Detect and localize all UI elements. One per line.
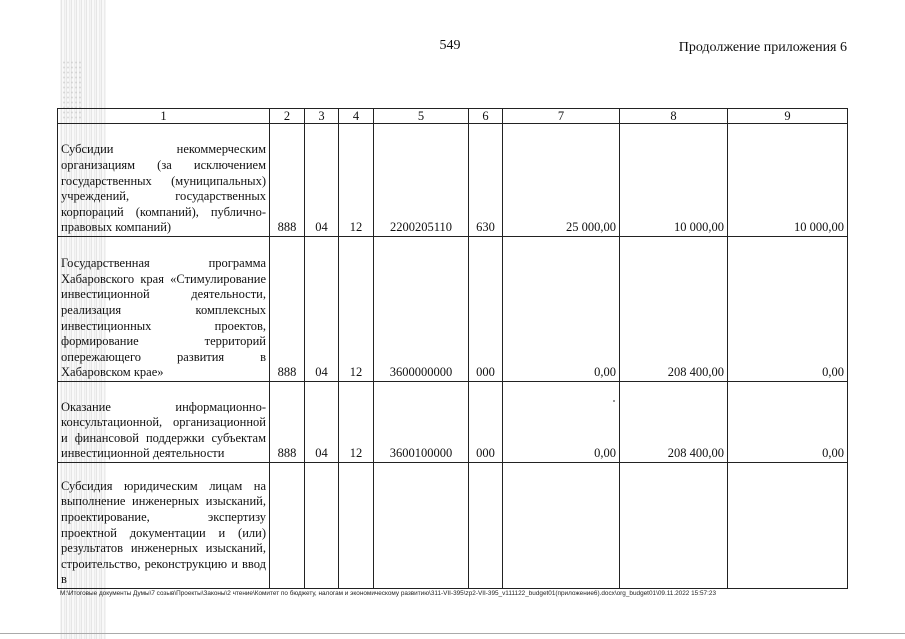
column-header: 8 [620, 109, 728, 124]
cell-ved: 888 [270, 237, 305, 382]
cell-year2: 10 000,00 [620, 124, 728, 237]
cell-year1 [503, 463, 620, 589]
appendix-continuation-heading: Продолжение приложения 6 [678, 40, 847, 55]
cell-year1: 25 000,00 [503, 124, 620, 237]
document-file-path-footer: M:\Итоговые документы Думы\7 созыв\Проекты\Законы\2 чтение\Комитет по бюджету, налогам и экономическому развитию\311-VII-395\zp2-VII-395_v111122_budget01(приложение6).docx\org_budget01\09.11.2022 15:57:23 [60, 590, 716, 597]
cell-year3: 10 000,00 [728, 124, 848, 237]
column-header: 6 [469, 109, 503, 124]
cell-pr: 12 [339, 382, 374, 463]
column-header: 2 [270, 109, 305, 124]
cell-ved: 888 [270, 124, 305, 237]
cell-rz: 04 [305, 124, 339, 237]
column-header: 3 [305, 109, 339, 124]
table-row [58, 237, 848, 382]
cell-vr: 630 [469, 124, 503, 237]
cell-vr: 000 [469, 237, 503, 382]
cell-csr [374, 463, 469, 589]
table-row [58, 124, 848, 237]
cell-vr [469, 463, 503, 589]
cell-pr: 12 [339, 124, 374, 237]
row-name: Государственная программа Хабаровского края «Стимулирование инвестиционной деятельности, реализация комплексных инвестиционных проектов, формирование территорий опережающего развития в Хабаровском крае» [58, 237, 270, 382]
column-header: 1 [58, 109, 270, 124]
cell-csr: 3600000000 [374, 237, 469, 382]
cell-year3: 0,00 [728, 237, 848, 382]
cell-csr: 3600100000 [374, 382, 469, 463]
scan-bottom-edge [0, 633, 905, 634]
cell-rz [305, 463, 339, 589]
table-header-row [58, 109, 848, 124]
cell-rz: 04 [305, 237, 339, 382]
column-header: 9 [728, 109, 848, 124]
row-name: Оказание информационно-консультационной, организационной и финансовой поддержки субъектам инвестиционной деятельности [58, 382, 270, 463]
table-row [58, 382, 848, 463]
cell-ved: 888 [270, 382, 305, 463]
scan-speck [613, 400, 615, 402]
cell-year2: 208 400,00 [620, 237, 728, 382]
cell-year2 [620, 463, 728, 589]
cell-csr: 2200205110 [374, 124, 469, 237]
cell-pr [339, 463, 374, 589]
cell-year1: 0,00 [503, 382, 620, 463]
table-row [58, 463, 848, 589]
row-name: Субсидии некоммерческим организациям (за исключением государственных (муниципальных) учреждений, государственных корпораций (компаний), публично-правовых компаний) [58, 124, 270, 237]
page-number: 549 [439, 38, 461, 53]
column-header: 5 [374, 109, 469, 124]
column-header: 4 [339, 109, 374, 124]
cell-year2: 208 400,00 [620, 382, 728, 463]
cell-pr: 12 [339, 237, 374, 382]
budget-table [57, 108, 848, 589]
cell-year3 [728, 463, 848, 589]
cell-vr: 000 [469, 382, 503, 463]
row-name: Субсидия юридическим лицам на выполнение инженерных изысканий, проектирование, экспертизу проектной документации и (или) результатов инженерных изысканий, строительство, реконструкцию и ввод в [58, 463, 270, 589]
column-header: 7 [503, 109, 620, 124]
cell-ved [270, 463, 305, 589]
cell-year3: 0,00 [728, 382, 848, 463]
cell-rz: 04 [305, 382, 339, 463]
cell-year1: 0,00 [503, 237, 620, 382]
